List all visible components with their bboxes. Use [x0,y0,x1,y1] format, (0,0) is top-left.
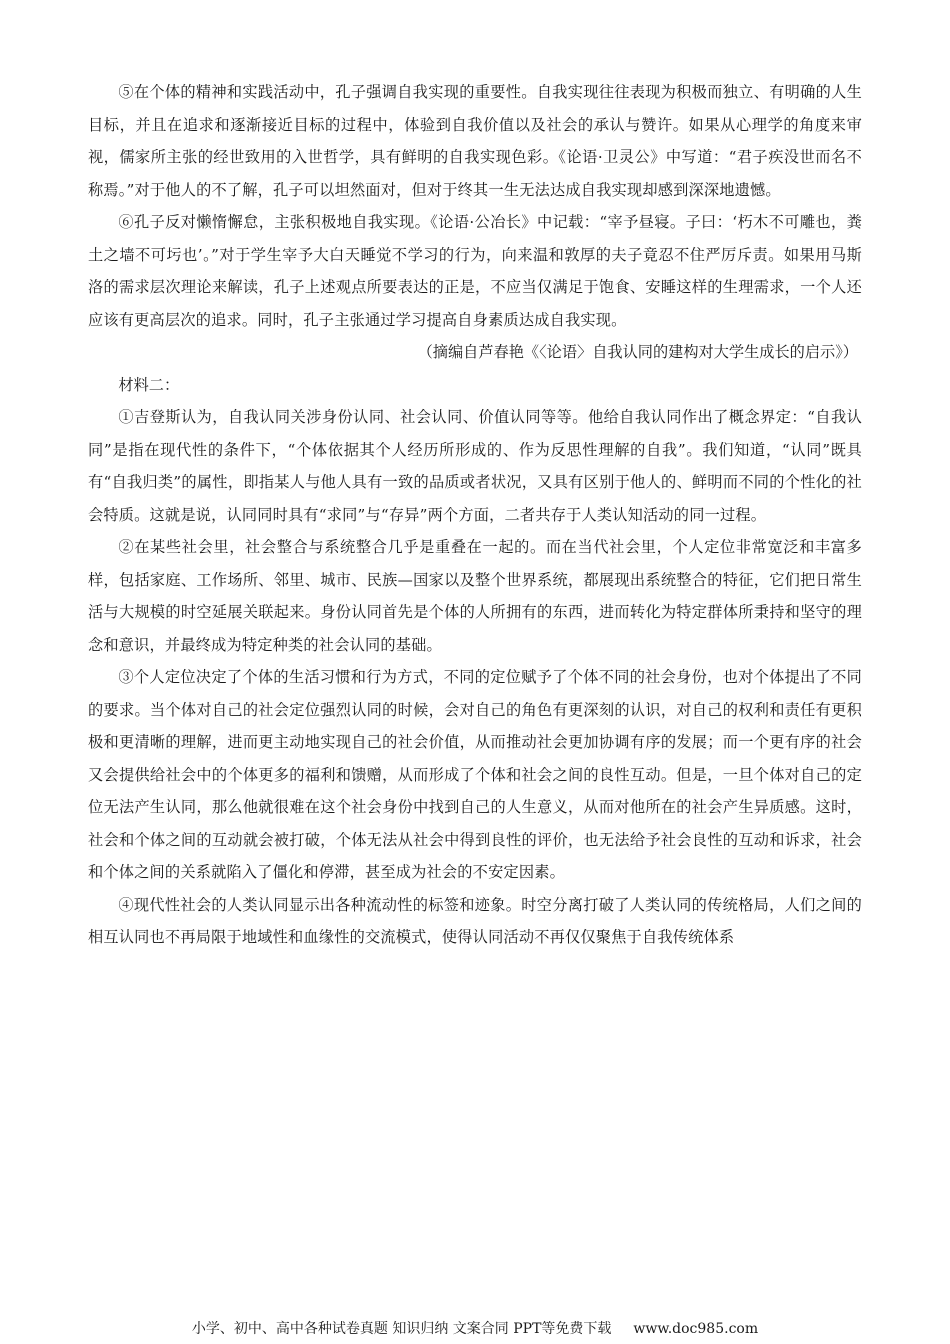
footer-link[interactable]: www.doc985.com [633,1321,759,1337]
material-2-paragraph-3: ③个人定位决定了个体的生活习惯和行为方式，不同的定位赋予了个体不同的社会身份，也对个体提出了不同的要求。当个体对自己的社会定位强烈认同的时候，会对自己的角色有更深刻的认识，对自己的权利和责任有更积极和更清晰的理解，进而更主动地实现自己的社会价值，从而推动社会更加协调有序的发展；而一个更有序的社会又会提供给社会中的个体更多的福利和馈赠，从而形成了个体和社会之间的良性互动。但是，一旦个体对自己的定位无法产生认同，那么他就很难在这个社会身份中找到自己的人生意义，从而对他所在的社会产生异质感。这时，社会和个体之间的互动就会被打破，个体无法从社会中得到良性的评价，也无法给予社会良性的互动和诉求，社会和个体之间的关系就陷入了僵化和停滞，甚至成为社会的不安定因素。 [88,668,862,881]
material-2-paragraph-4: ④现代性社会的人类认同显示出各种流动性的标签和迹象。时空分离打破了人类认同的传统格局，人们之间的相互认同也不再局限于地域性和血缘性的交流模式，使得认同活动不再仅仅聚焦于自我传统体系 [88,895,862,946]
paragraph-6: ⑥孔子反对懒惰懈怠，主张积极地自我实现。《论语·公冶长》中记载：“宰予昼寝。子曰：‘朽木不可雕也，粪土之墙不可圬也’。”对于学生宰予大白天睡觉不学习的行为，向来温和敦厚的夫子竟忍不住严厉斥责。如果用马斯洛的需求层次理论来解读，孔子上述观点所要表达的正是，不应当仅满足于饱食、安睡这样的生理需求，一个人还应该有更高层次的追求。同时，孔子主张通过学习提高自身素质达成自我实现。 [88,213,862,329]
document-body [88,76,862,954]
page-footer [0,1319,950,1339]
material-2-heading: 材料二： [118,375,180,394]
paragraph-5: ⑤在个体的精神和实践活动中，孔子强调自我实现的重要性。自我实现往往表现为积极而独立、有明确的人生目标，并且在追求和逐渐接近目标的过程中，体验到自我价值以及社会的承认与赞许。如果从心理学的角度来审视，儒家所主张的经世致用的入世哲学，具有鲜明的自我实现色彩。《论语·卫灵公》中写道：“君子疾没世而名不称焉。”对于他人的不了解，孔子可以坦然面对，但对于终其一生无法达成自我实现却感到深深地遗憾。 [88,83,862,199]
footer-text: 小学、初中、高中各种试卷真题 知识归纳 文案合同 PPT等免费下载 [191,1321,612,1337]
material-2-paragraph-2: ②在某些社会里，社会整合与系统整合几乎是重叠在一起的。而在当代社会里，个人定位非常宽泛和丰富多样，包括家庭、工作场所、邻里、城市、民族—国家以及整个世界系统，都展现出系统整合的特征，它们把日常生活与大规模的时空延展关联起来。身份认同首先是个体的人所拥有的东西，进而转化为特定群体所秉持和坚守的理念和意识，并最终成为特定种类的社会认同的基础。 [88,538,862,654]
source-citation: （摘编自芦春艳《〈论语〉自我认同的建构对大学生成长的启示》） [417,343,858,361]
material-2-paragraph-1: ①吉登斯认为，自我认同关涉身份认同、社会认同、价值认同等等。他给自我认同作出了概念界定：“自我认同”是指在现代性的条件下，“个体依据其个人经历所形成的、作为反思性理解的自我”。我们知道，“认同”既具有“自我归类”的属性，即指某人与他人具有一致的品质或者状况，又具有区别于他人的、鲜明而不同的个性化的社会特质。这就是说，认同同时具有“求同”与“存异”两个方面，二者共存于人类认知活动的同一过程。 [88,408,862,524]
